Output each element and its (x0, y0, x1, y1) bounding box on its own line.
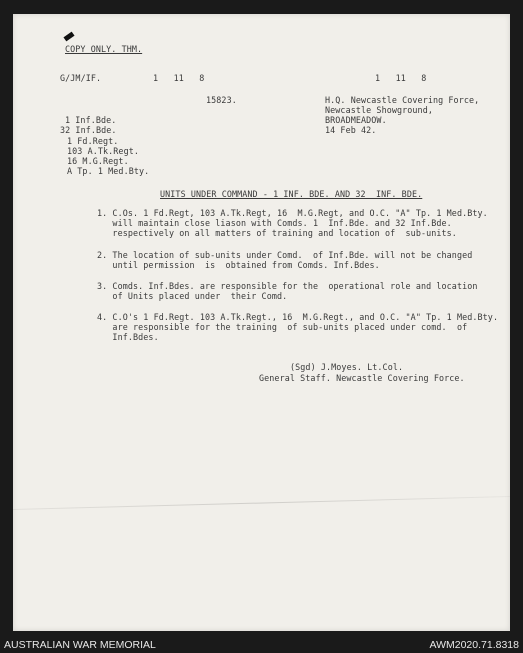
subject-heading: UNITS UNDER COMMAND - 1 INF. BDE. AND 32 INF. BDE. (160, 189, 423, 199)
copy-only-label: COPY ONLY. THM. (65, 44, 143, 54)
addressee-4: 103 A.Tk.Regt. (67, 146, 139, 156)
para-1-line-2: will maintain close liason with Comds. 1 Inf.Bde. and 32 Inf.Bde. (97, 218, 452, 228)
para-4-line-2: are responsible for the training of sub-units placed under comd. of (97, 322, 468, 332)
from-date: 14 Feb 42. (325, 125, 377, 135)
document-page (13, 14, 510, 631)
para-3-line-1: 3. Comds. Inf.Bdes. are responsible for the operational role and location (97, 281, 478, 291)
para-2-line-2: until permission is obtained from Comds. Inf.Bdes. (97, 260, 380, 270)
para-4-line-1: 4. C.O's 1 Fd.Regt. 103 A.Tk.Regt., 16 M.G.Regt., and O.C. "A" Tp. 1 Med.Bty. (97, 312, 499, 322)
para-1-line-1: 1. C.Os. 1 Fd.Regt, 103 A.Tk.Regt, 16 M.G.Regt, and O.C. "A" Tp. 1 Med.Bty. (97, 208, 488, 218)
signature-title: General Staff. Newcastle Covering Force. (259, 373, 465, 383)
para-1-line-3: respectively on all matters of training and location of sub-units. (97, 228, 457, 238)
document-number: 15823. (206, 95, 237, 105)
from-line-1: H.Q. Newcastle Covering Force, (325, 95, 480, 105)
archive-id: AWM2020.71.8318 (429, 639, 519, 651)
reference-numbers-right: 1 11 8 (375, 73, 427, 83)
addressee-6: A Tp. 1 Med.Bty. (67, 166, 150, 176)
paper-fold (13, 496, 510, 510)
addressee-5: 16 M.G.Regt. (67, 156, 129, 166)
para-3-line-2: of Units placed under their Comd. (97, 291, 288, 301)
addressee-3: 1 Fd.Regt. (67, 136, 119, 146)
reference: G/JM/IF. (60, 73, 102, 83)
archive-footer (0, 637, 523, 653)
from-line-2: Newcastle Showground, (325, 105, 433, 115)
addressee-2: 32 Inf.Bde. (60, 125, 117, 135)
pin-mark (63, 32, 74, 42)
signature: (Sgd) J.Moyes. Lt.Col. (290, 362, 404, 372)
para-4-line-3: Inf.Bdes. (97, 332, 159, 342)
reference-numbers-left: 1 11 8 (153, 73, 205, 83)
addressee-1: 1 Inf.Bde. (65, 115, 117, 125)
para-2-line-1: 2. The location of sub-units under Comd. of Inf.Bde. will not be changed (97, 250, 473, 260)
from-line-3: BROADMEADOW. (325, 115, 387, 125)
archive-name: AUSTRALIAN WAR MEMORIAL (4, 639, 156, 651)
